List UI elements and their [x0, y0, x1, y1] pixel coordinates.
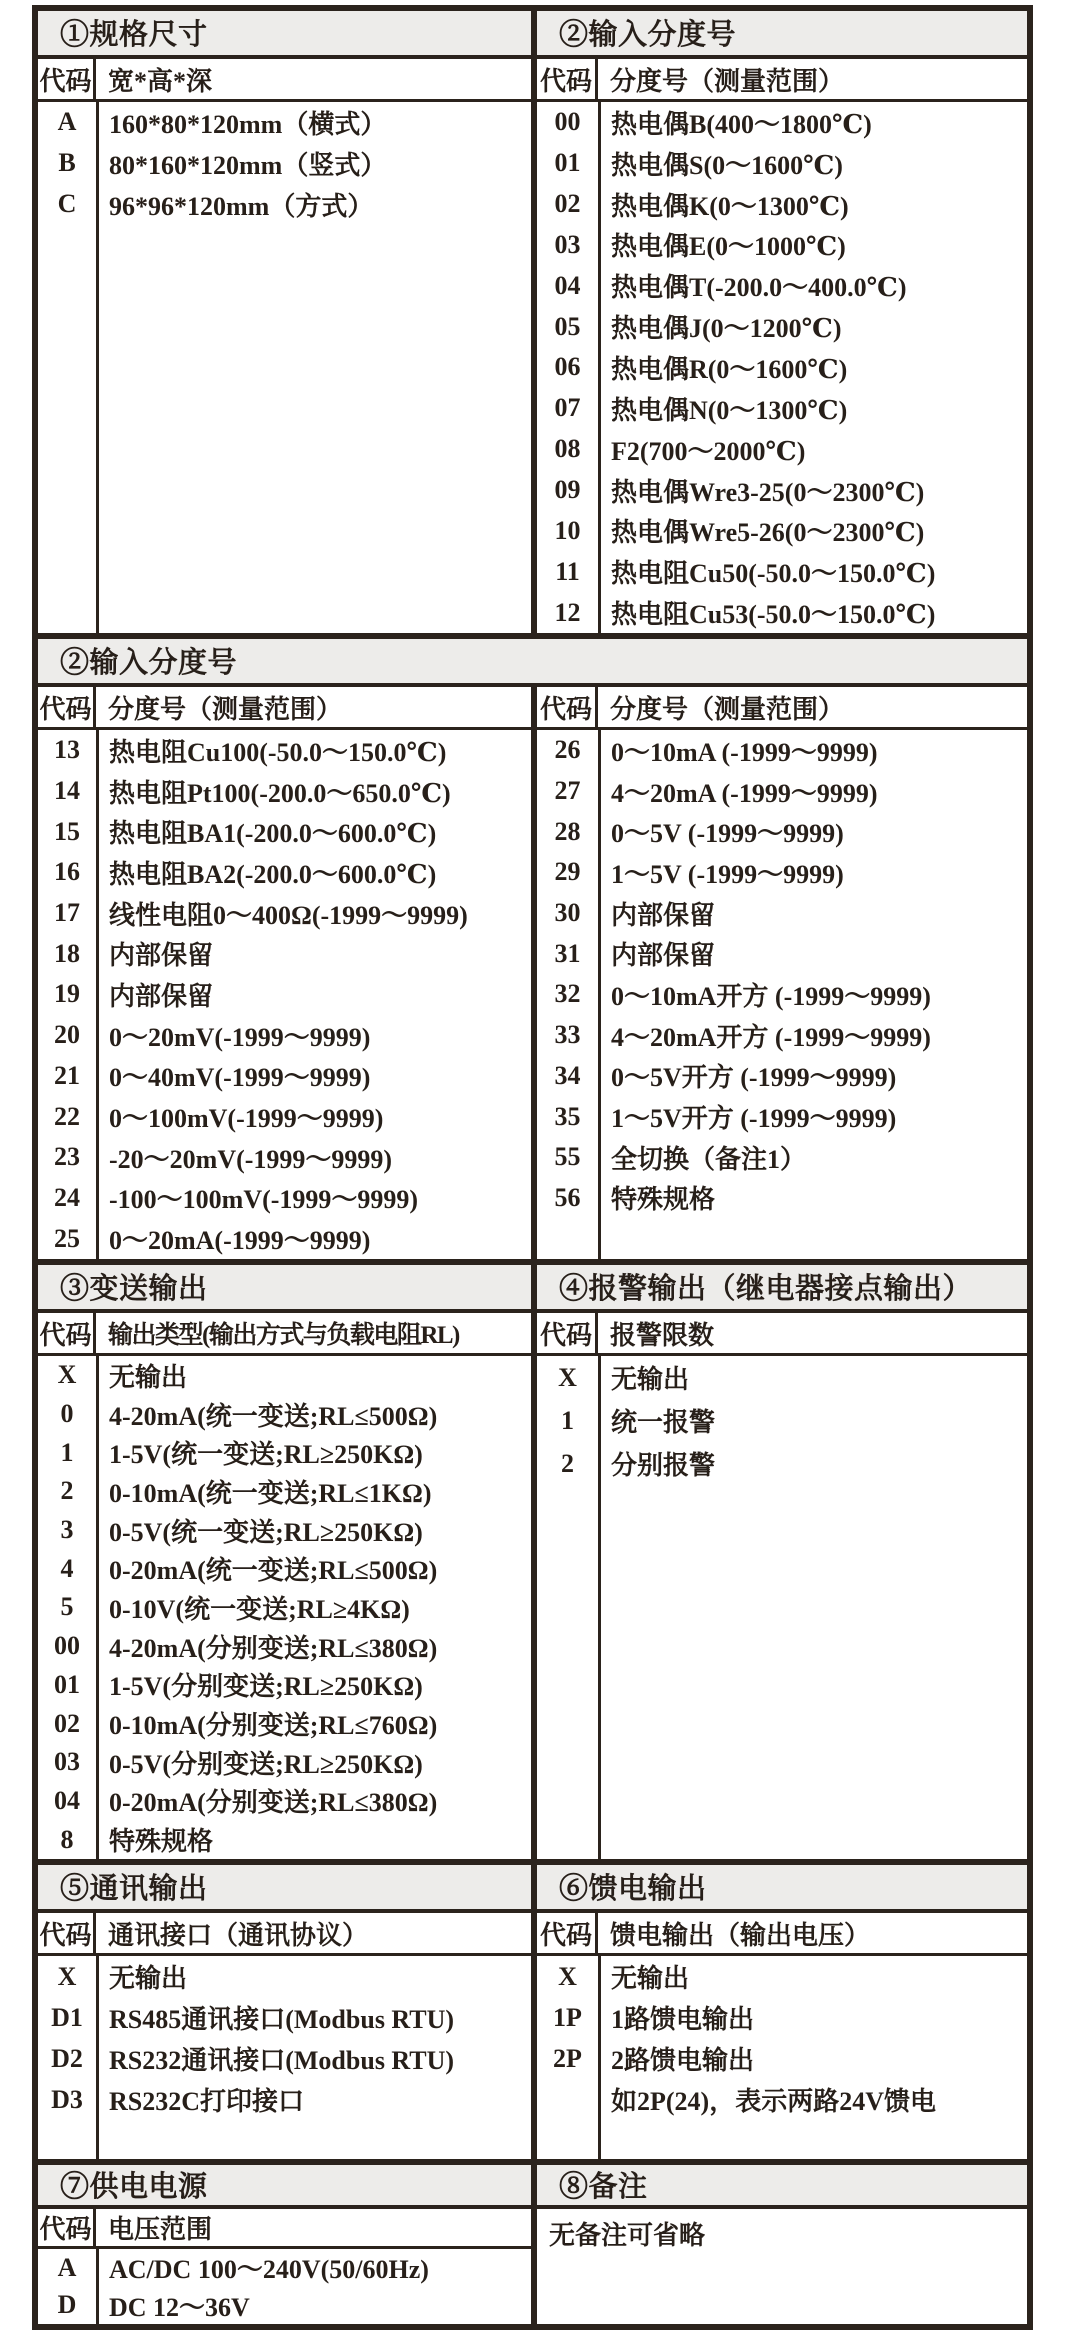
desc-cell: 0-10V(统一变送;RL≥4KΩ) — [109, 1594, 410, 1624]
table-row — [38, 1218, 531, 1259]
code-cell: D2 — [51, 2043, 83, 2073]
desc-cell: 无输出 — [611, 1964, 690, 1993]
table-row — [537, 2038, 1027, 2079]
table-row — [537, 429, 1027, 470]
table-row — [537, 893, 1027, 934]
desc-cell: 0-5V(统一变送;RL≥250KΩ) — [109, 1517, 423, 1547]
section-comm-title: ⑤通讯输出 — [38, 1865, 531, 1913]
code-cell: 22 — [54, 1101, 80, 1131]
desc-cell: -100～100mV(-1999～9999) — [109, 1185, 419, 1215]
section-input-a — [537, 11, 1027, 633]
desc-cell: 统一报警 — [611, 1408, 716, 1437]
section-feed-header — [537, 1913, 1027, 1956]
code-cell: 04 — [554, 270, 581, 300]
section-power-body — [38, 2249, 531, 2324]
header-code-label: 代码 — [38, 687, 96, 727]
table-row — [38, 893, 531, 934]
desc-cell: 热电偶T(-200.0～400.0℃) — [611, 273, 907, 303]
section-feed-body — [537, 1956, 1027, 2159]
table-row — [537, 184, 1027, 225]
band-comm-and-feed — [38, 1865, 1027, 2159]
table-row — [537, 933, 1027, 974]
desc-cell: 热电偶K(0～1300℃) — [611, 191, 849, 221]
band-input-continued — [38, 639, 1027, 1259]
code-cell: 2P — [553, 2043, 582, 2073]
table-row — [537, 1056, 1027, 1097]
code-cell: 11 — [555, 556, 580, 586]
table-row — [38, 184, 531, 225]
code-cell: 06 — [554, 352, 581, 382]
code-cell: 23 — [54, 1142, 80, 1172]
table-row — [38, 1627, 531, 1666]
code-cell: 29 — [554, 857, 581, 887]
desc-cell: 内部保留 — [109, 981, 214, 1011]
section-size — [38, 11, 531, 633]
table-row — [537, 811, 1027, 852]
desc-cell: 内部保留 — [109, 941, 214, 971]
table-row — [38, 2079, 531, 2120]
table-row — [537, 306, 1027, 347]
table-row — [537, 1956, 1027, 1997]
code-cell: 12 — [554, 597, 581, 627]
code-cell: 01 — [54, 1669, 80, 1699]
table-row — [537, 470, 1027, 511]
code-cell: 30 — [554, 898, 581, 928]
code-cell: 02 — [54, 1708, 80, 1738]
header-code-label: 代码 — [537, 687, 598, 727]
desc-cell: 无输出 — [109, 1964, 188, 1993]
table-row — [537, 1997, 1027, 2038]
table-row — [38, 852, 531, 893]
table-row — [38, 143, 531, 184]
desc-cell: 特殊规格 — [611, 1185, 716, 1215]
desc-cell: 2路馈电输出 — [611, 2046, 755, 2075]
desc-cell: 热电阻Cu100(-50.0～150.0℃) — [109, 737, 447, 767]
desc-cell: 热电偶E(0～1000℃) — [611, 232, 846, 262]
table-row — [38, 811, 531, 852]
code-cell: 03 — [554, 229, 581, 259]
table-row — [537, 1356, 1027, 1399]
table-row — [38, 1782, 531, 1821]
desc-cell: 无输出 — [109, 1362, 188, 1392]
section-notes-title: ⑧备注 — [537, 2165, 1027, 2209]
section-input-b-left-body — [38, 730, 531, 1259]
section-input-a-title: ②输入分度号 — [537, 11, 1027, 59]
table-row — [38, 1096, 531, 1137]
band-size-and-input — [38, 11, 1027, 633]
desc-cell: 0-5V(分别变送;RL≥250KΩ) — [109, 1749, 423, 1779]
code-cell: 28 — [554, 816, 581, 846]
band-power-and-notes — [38, 2165, 1027, 2324]
table-row — [38, 102, 531, 143]
table-row — [38, 1356, 531, 1395]
table-row — [537, 1137, 1027, 1178]
code-cell: 4 — [60, 1553, 74, 1583]
table-row — [38, 1704, 531, 1743]
desc-cell: RS485通讯接口(Modbus RTU) — [109, 2005, 455, 2034]
header-desc-label: 输出类型(输出方式与负载电阻RL) — [108, 1322, 459, 1349]
desc-cell: 1-5V(分别变送;RL≥250KΩ) — [109, 1672, 423, 1702]
table-row — [38, 1549, 531, 1588]
table-row — [537, 1442, 1027, 1485]
header-code-label: 代码 — [38, 1913, 96, 1953]
table-row — [38, 1511, 531, 1550]
desc-cell: 96*96*120mm（方式） — [109, 191, 374, 221]
desc-cell: F2(700～2000℃) — [611, 436, 806, 466]
desc-cell: 线性电阻0～400Ω(-1999～9999) — [109, 900, 468, 930]
desc-cell: 1路馈电输出 — [611, 2005, 755, 2034]
code-cell: 18 — [54, 938, 80, 968]
section-power-header — [38, 2209, 531, 2249]
code-cell: 03 — [54, 1747, 80, 1777]
code-cell: D — [57, 2290, 77, 2320]
table-row — [537, 143, 1027, 184]
table-row — [38, 1997, 531, 2038]
code-cell: 1 — [561, 1405, 574, 1435]
section-input-b-left — [38, 687, 531, 1259]
desc-cell: -20～20mV(-1999～9999) — [109, 1144, 393, 1174]
section-notes-body — [537, 2209, 1027, 2324]
header-desc-label: 馈电输出（输出电压） — [610, 1920, 871, 1950]
code-cell: 33 — [554, 1020, 581, 1050]
code-cell: 15 — [54, 816, 80, 846]
table-row — [537, 1178, 1027, 1219]
header-code-label: 代码 — [38, 1313, 96, 1353]
desc-cell: 热电阻Pt100(-200.0～650.0℃) — [109, 778, 451, 808]
section-input-a-header — [537, 59, 1027, 102]
table-row — [38, 1056, 531, 1097]
code-cell: 1 — [60, 1437, 74, 1467]
table-row — [38, 933, 531, 974]
table-row — [537, 771, 1027, 812]
code-cell: D1 — [51, 2002, 83, 2032]
section-transmit — [38, 1265, 531, 1859]
section-alarm-title: ④报警输出（继电器接点输出） — [537, 1265, 1027, 1313]
table-row — [38, 1178, 531, 1219]
desc-cell: 热电偶R(0～1600℃) — [611, 354, 848, 384]
notes-content: 无备注可省略 — [549, 2221, 706, 2250]
table-row — [537, 225, 1027, 266]
desc-cell: 分别报警 — [611, 1451, 716, 1480]
table-row — [38, 771, 531, 812]
code-cell: 35 — [554, 1101, 581, 1131]
header-code-label: 代码 — [537, 59, 598, 99]
header-desc-label: 分度号（测量范围） — [108, 694, 343, 724]
desc-cell: 160*80*120mm（横式） — [109, 109, 387, 139]
code-cell: B — [58, 148, 76, 178]
code-cell: 2 — [561, 1448, 574, 1478]
code-cell: 21 — [54, 1060, 80, 1090]
table-row — [537, 2079, 1027, 2120]
code-cell: 8 — [60, 1824, 74, 1854]
section-power-title: ⑦供电电源 — [38, 2165, 531, 2209]
table-row — [537, 510, 1027, 551]
header-desc-label: 分度号（测量范围） — [610, 694, 845, 724]
code-cell: 05 — [554, 311, 581, 341]
desc-cell: 热电阻BA2(-200.0～600.0℃) — [109, 859, 437, 889]
code-cell: 13 — [54, 735, 80, 765]
desc-cell: 0～100mV(-1999～9999) — [109, 1104, 384, 1134]
desc-cell: 热电偶Wre5-26(0～2300℃) — [611, 518, 925, 548]
section-input-b-right — [537, 687, 1027, 1259]
desc-cell: 如2P(24)，表示两路24V馈电 — [611, 2087, 936, 2116]
desc-cell: 1-5V(统一变送;RL≥250KΩ) — [109, 1440, 423, 1470]
section-notes — [537, 2165, 1027, 2324]
code-cell: 10 — [554, 515, 581, 545]
code-cell: 20 — [54, 1020, 80, 1050]
header-desc-label: 分度号（测量范围） — [610, 66, 845, 96]
section-alarm-body — [537, 1356, 1027, 1859]
code-cell: 01 — [554, 148, 581, 178]
table-row — [537, 265, 1027, 306]
code-cell: 3 — [60, 1515, 74, 1545]
desc-cell: 0～40mV(-1999～9999) — [109, 1063, 371, 1093]
code-cell: 0 — [60, 1399, 74, 1429]
table-row — [38, 1956, 531, 1997]
desc-cell: 热电偶J(0～1200℃) — [611, 314, 842, 344]
desc-cell: 0～5V开方 (-1999～9999) — [611, 1063, 897, 1093]
table-row — [38, 1395, 531, 1434]
desc-cell: 内部保留 — [611, 941, 716, 971]
table-row — [537, 551, 1027, 592]
table-row — [38, 1433, 531, 1472]
section-transmit-header — [38, 1313, 531, 1356]
desc-cell: 0～20mV(-1999～9999) — [109, 1022, 371, 1052]
table-row — [537, 1015, 1027, 1056]
desc-cell: 0～20mA(-1999～9999) — [109, 1226, 371, 1256]
code-cell: 27 — [554, 776, 581, 806]
table-row — [537, 592, 1027, 633]
code-cell: 56 — [554, 1182, 581, 1212]
section-power — [38, 2165, 531, 2324]
table-row — [38, 2287, 531, 2325]
code-cell: 26 — [554, 735, 581, 765]
code-cell: 14 — [54, 776, 80, 806]
table-row — [38, 1666, 531, 1705]
desc-cell: 无输出 — [611, 1365, 690, 1394]
header-desc-label: 报警限数 — [610, 1320, 715, 1350]
section-comm — [38, 1865, 531, 2159]
code-cell: 55 — [554, 1142, 581, 1172]
code-cell: C — [57, 189, 77, 219]
section-input-b-right-header — [537, 687, 1027, 730]
section-input-b-left-header — [38, 687, 531, 730]
desc-cell: 热电偶S(0～1600℃) — [611, 150, 843, 180]
code-cell: 16 — [54, 857, 80, 887]
table-row — [38, 1588, 531, 1627]
desc-cell: 0～5V (-1999～9999) — [611, 819, 844, 849]
code-cell: X — [558, 1961, 577, 1991]
section-feed — [537, 1865, 1027, 2159]
section-feed-title: ⑥馈电输出 — [537, 1865, 1027, 1913]
section-input-b-right-body — [537, 730, 1027, 1259]
table-row — [537, 1399, 1027, 1442]
code-cell: 31 — [554, 938, 581, 968]
code-cell: 09 — [554, 475, 581, 505]
header-code-label: 代码 — [537, 1313, 598, 1353]
table-row — [537, 388, 1027, 429]
table-row — [38, 974, 531, 1015]
code-cell: 25 — [54, 1223, 80, 1253]
table-row — [38, 730, 531, 771]
desc-cell: 热电阻Cu50(-50.0～150.0℃) — [611, 559, 936, 589]
desc-cell: 热电偶N(0～1300℃) — [611, 395, 848, 425]
table-row — [537, 852, 1027, 893]
desc-cell: 1～5V (-1999～9999) — [611, 859, 844, 889]
section-alarm — [537, 1265, 1027, 1859]
code-cell: D3 — [51, 2084, 83, 2114]
code-cell: X — [558, 1362, 577, 1392]
desc-cell: 特殊规格 — [109, 1827, 214, 1857]
code-cell: 24 — [54, 1182, 80, 1212]
desc-cell: 热电阻Cu53(-50.0～150.0℃) — [611, 600, 936, 630]
desc-cell: 4～20mA (-1999～9999) — [611, 778, 878, 808]
desc-cell: DC 12～36V — [109, 2292, 250, 2322]
table-row — [38, 1472, 531, 1511]
code-cell: 1P — [553, 2002, 582, 2032]
desc-cell: 4-20mA(分别变送;RL≤380Ω) — [109, 1633, 438, 1663]
header-desc-label: 宽*高*深 — [108, 66, 213, 96]
table-row — [38, 1820, 531, 1859]
code-cell: X — [57, 1360, 77, 1390]
code-cell: 17 — [54, 898, 80, 928]
table-row — [537, 347, 1027, 388]
section-input-b-title: ②输入分度号 — [38, 639, 1027, 687]
table-row — [537, 730, 1027, 771]
ordering-code-table — [32, 5, 1033, 2330]
table-row — [537, 974, 1027, 1015]
section-size-header — [38, 59, 531, 102]
code-cell: 2 — [60, 1476, 74, 1506]
table-row — [537, 102, 1027, 143]
code-cell: 04 — [54, 1785, 80, 1815]
code-cell: 00 — [54, 1631, 80, 1661]
section-input-a-body — [537, 102, 1027, 633]
header-desc-label: 通讯接口（通讯协议） — [108, 1920, 369, 1950]
code-cell: 07 — [554, 393, 581, 423]
desc-cell: 热电偶Wre3-25(0～2300℃) — [611, 477, 925, 507]
desc-cell: RS232C打印接口 — [109, 2087, 305, 2116]
desc-cell: 1～5V开方 (-1999～9999) — [611, 1104, 897, 1134]
desc-cell: 热电偶B(400～1800℃) — [611, 109, 872, 139]
desc-cell: 0-20mA(分别变送;RL≤380Ω) — [109, 1788, 438, 1818]
table-row — [38, 1743, 531, 1782]
desc-cell: RS232通讯接口(Modbus RTU) — [109, 2046, 455, 2075]
table-row — [38, 2249, 531, 2287]
band-transmit-and-alarm — [38, 1265, 1027, 1859]
section-transmit-title: ③变送输出 — [38, 1265, 531, 1313]
desc-cell: 0～10mA开方 (-1999～9999) — [611, 981, 931, 1011]
table-row — [537, 1096, 1027, 1137]
header-code-label: 代码 — [38, 2209, 96, 2246]
desc-cell: 0～10mA (-1999～9999) — [611, 737, 878, 767]
desc-cell: 热电阻BA1(-200.0～600.0℃) — [109, 819, 437, 849]
code-cell: 32 — [554, 979, 581, 1009]
section-comm-header — [38, 1913, 531, 1956]
code-cell: A — [57, 107, 77, 137]
desc-cell: 4-20mA(统一变送;RL≤500Ω) — [109, 1401, 438, 1431]
table-row — [38, 2038, 531, 2079]
desc-cell: 80*160*120mm（竖式） — [109, 150, 387, 180]
code-cell: 08 — [554, 434, 581, 464]
desc-cell: AC/DC 100～240V(50/60Hz) — [109, 2255, 429, 2285]
table-row — [38, 1137, 531, 1178]
code-cell: 00 — [554, 107, 581, 137]
desc-cell: 0-20mA(统一变送;RL≤500Ω) — [109, 1556, 438, 1586]
desc-cell: 全切换（备注1） — [611, 1144, 807, 1174]
header-code-label: 代码 — [38, 59, 96, 99]
desc-cell: 内部保留 — [611, 900, 716, 930]
code-cell: 02 — [554, 189, 581, 219]
code-cell: 19 — [54, 979, 80, 1009]
section-size-body — [38, 102, 531, 633]
code-cell: A — [57, 2252, 77, 2282]
desc-cell: 0-10mA(统一变送;RL≤1KΩ) — [109, 1478, 432, 1508]
header-desc-label: 电压范围 — [108, 2215, 213, 2244]
code-cell: 34 — [554, 1060, 581, 1090]
table-row — [38, 1015, 531, 1056]
code-cell: X — [57, 1961, 77, 1991]
section-alarm-header — [537, 1313, 1027, 1356]
section-transmit-body — [38, 1356, 531, 1859]
section-size-title: ①规格尺寸 — [38, 11, 531, 59]
section-comm-body — [38, 1956, 531, 2159]
desc-cell: 4～20mA开方 (-1999～9999) — [611, 1022, 931, 1052]
desc-cell: 0-10mA(分别变送;RL≤760Ω) — [109, 1711, 438, 1741]
header-code-label: 代码 — [537, 1913, 598, 1953]
code-cell: 5 — [60, 1592, 74, 1622]
